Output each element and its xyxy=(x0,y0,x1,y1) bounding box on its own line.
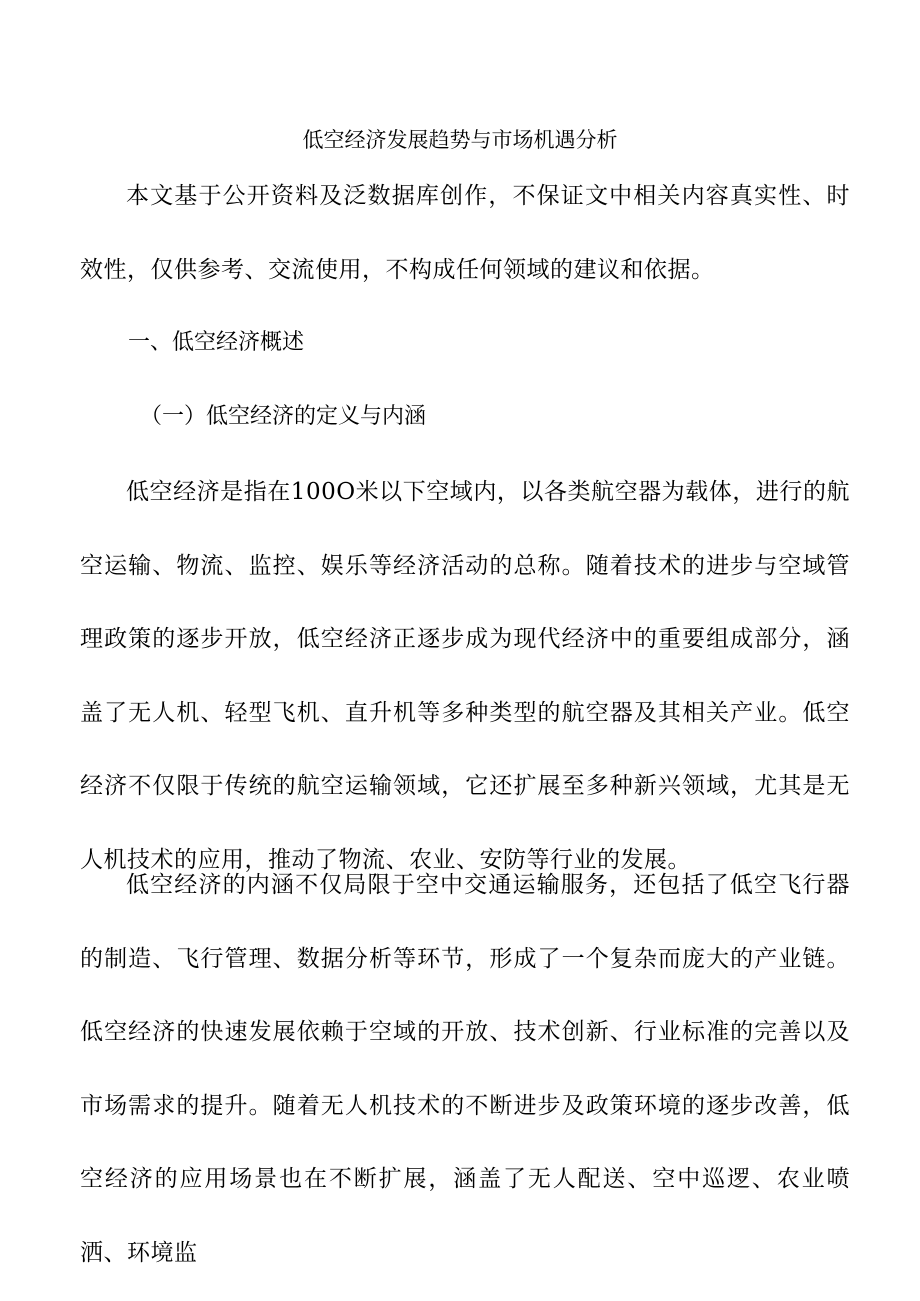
disclaimer-paragraph: 本文基于公开资料及泛数据库创作，不保证文中相关内容真实性、时效性，仅供参考、交流使用，不构成任何领域的建议和依据。 xyxy=(80,183,850,283)
body-paragraph-2: 低空经济的内涵不仅局限于空中交通运输服务，还包括了低空飞行器的制造、飞行管理、数据分析等环节，形成了一个复杂而庞大的产业链。低空经济的快速发展依赖于空域的开放、技术创新、行业标准的完善以及市场需求的提升。随着无人机技术的不断进步及政策环境的逐步改善，低空经济的应用场景也在不断扩展，涵盖了无人配送、空中巡逻、农业喷洒、环境监 xyxy=(80,872,850,1266)
document-title: 低空经济发展趋势与市场机遇分析 xyxy=(302,128,618,152)
body-paragraph-1: 低空经济是指在100O米以下空域内，以各类航空器为载体，进行的航空运输、物流、监控、娱乐等经济活动的总称。随着技术的进步与空域管理政策的逐步开放，低空经济正逐步成为现代经济中的重要组成部分，涵盖了无人机、轻型飞机、直升机等多种类型的航空器及其相关产业。低空经济不仅限于传统的航空运输领域，它还扩展至多种新兴领域，尤其是无人机技术的应用，推动了物流、农业、安防等行业的发展。 xyxy=(80,479,850,873)
section-heading: 一、低空经济概述 xyxy=(128,330,305,355)
subsection-heading: （一）低空经济的定义与内涵 xyxy=(140,404,427,429)
